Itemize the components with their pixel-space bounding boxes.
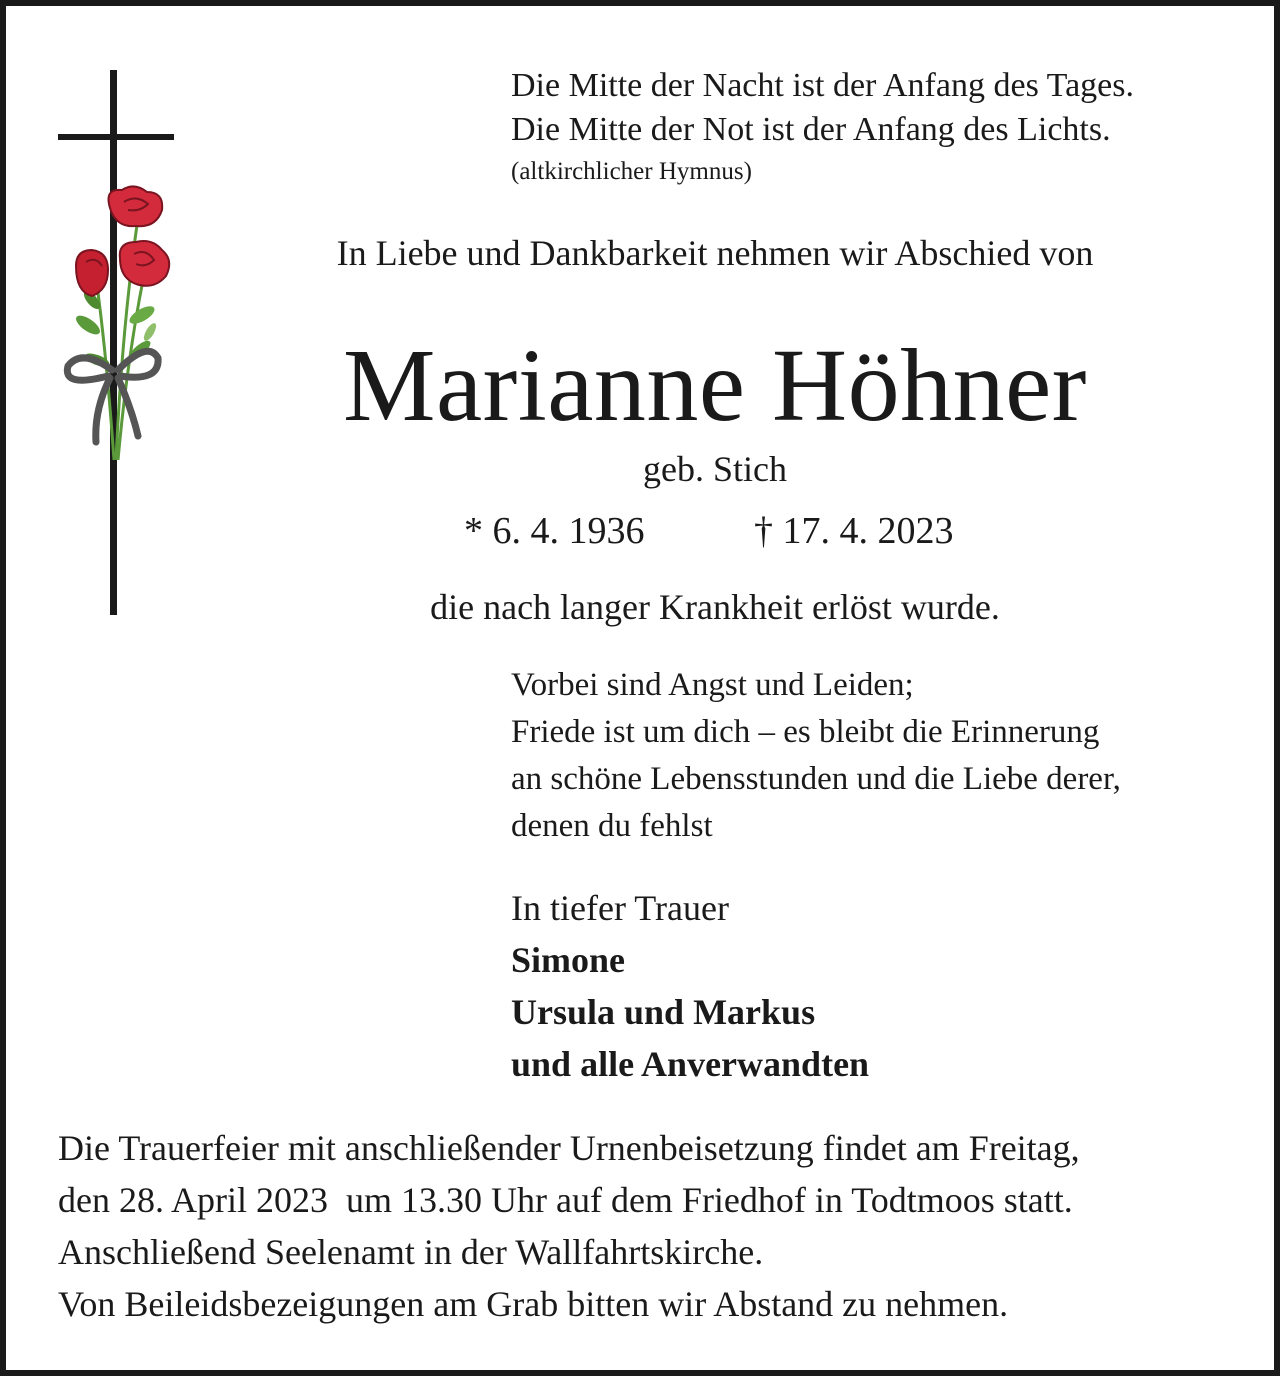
intro-text: In Liebe und Dankbarkeit nehmen wir Abschied von [336, 233, 1094, 273]
poem-line: Friede ist um dich – es bleibt die Erinnerung [511, 714, 1100, 750]
birth-name: geb. Stich [643, 449, 787, 489]
birth-date: * 6. 4. 1936 [464, 510, 645, 552]
motto-line: Die Mitte der Not ist der Anfang des Lichts. [511, 111, 1111, 148]
death-date: † 17. 4. 2023 [754, 510, 954, 552]
poem [511, 662, 1121, 850]
deceased-name: Marianne Höhner [343, 328, 1087, 443]
funeral-info-line: Von Beileidsbezeigungen am Grab bitten wir Abstand zu nehmen. [58, 1284, 1009, 1324]
motto-line: Die Mitte der Nacht ist der Anfang des Tages. [511, 67, 1134, 104]
release-text: die nach langer Krankheit erlöst wurde. [430, 587, 1000, 627]
mourner-name: und alle Anverwandten [511, 1044, 870, 1084]
funeral-info [58, 1122, 1080, 1330]
mourners-heading: In tiefer Trauer [511, 888, 729, 928]
funeral-info-line: Die Trauerfeier mit anschließender Urnenbeisetzung findet am Freitag, [58, 1128, 1080, 1168]
mourner-name: Ursula und Markus [511, 992, 816, 1032]
motto [511, 64, 1134, 192]
poem-line: an schöne Lebensstunden und die Liebe derer, [511, 761, 1121, 797]
poem-line: denen du fehlst [511, 808, 713, 844]
rose-icon [109, 186, 163, 226]
funeral-info-line: den 28. April 2023 um 13.30 Uhr auf dem Friedhof in Todtmoos statt. [58, 1180, 1073, 1220]
funeral-info-line: Anschließend Seelenamt in der Wallfahrtskirche. [58, 1232, 764, 1272]
poem-line: Vorbei sind Angst und Leiden; [511, 667, 914, 703]
mourner-name: Simone [511, 940, 626, 980]
mourners [511, 882, 869, 1090]
motto-source: (altkirchlicher Hymnus) [511, 158, 752, 185]
